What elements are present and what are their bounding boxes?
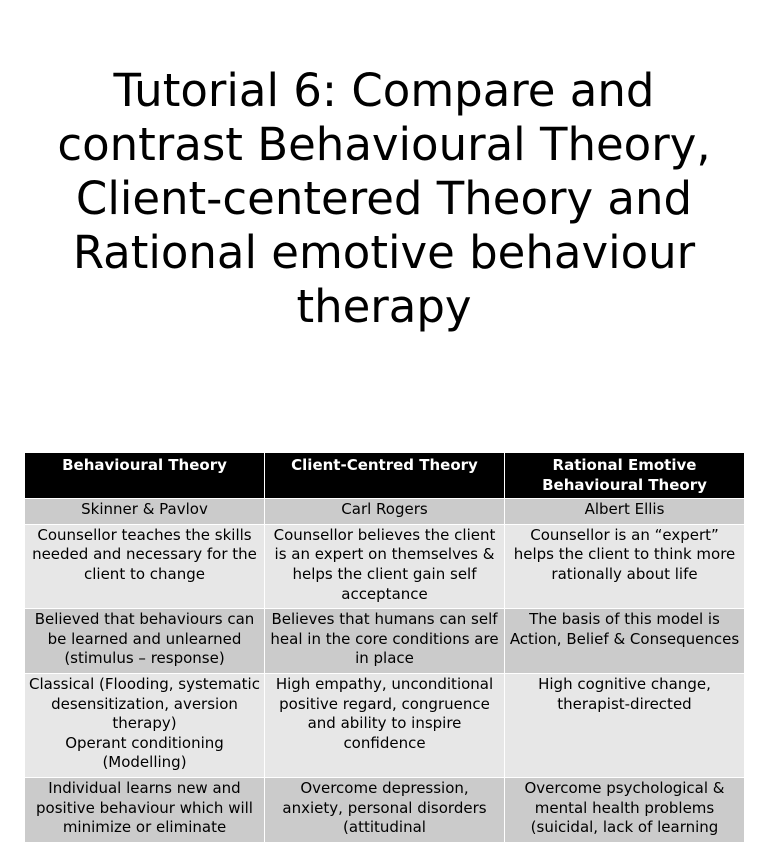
table-cell: Overcome psychological & mental health problems (suicidal, lack of learning <box>505 777 745 842</box>
table-row <box>25 609 745 674</box>
table-cell: Counsellor believes the client is an expert on themselves & helps the client gain self acceptance <box>265 524 505 608</box>
table-row <box>25 673 745 777</box>
slide-title: Tutorial 6: Compare and contrast Behavioural Theory, Client-centered Theory and Rational emotive behaviour therapy <box>57 64 711 333</box>
header-client-centred-theory: Client-Centred Theory <box>265 453 505 499</box>
table-cell: Believes that humans can self heal in the core conditions are in place <box>265 609 505 674</box>
header-rational-emotive-theory: Rational Emotive Behavioural Theory <box>505 453 745 499</box>
comparison-table <box>24 452 745 843</box>
table-cell: The basis of this model is Action, Belief & Consequences <box>505 609 745 674</box>
table-cell: Skinner & Pavlov <box>25 499 265 525</box>
table-cell: Classical (Flooding, systematic desensitization, aversion therapy) Operant conditioning (Modelling) <box>25 673 265 777</box>
comparison-table-container <box>24 452 744 843</box>
table-cell: High cognitive change, therapist-directed <box>505 673 745 777</box>
table-cell: Individual learns new and positive behaviour which will minimize or eliminate <box>25 777 265 842</box>
table-cell: Overcome depression, anxiety, personal disorders (attitudinal <box>265 777 505 842</box>
table-cell: Believed that behaviours can be learned and unlearned (stimulus – response) <box>25 609 265 674</box>
table-cell: Counsellor is an “expert” helps the client to think more rationally about life <box>505 524 745 608</box>
table-header-row <box>25 453 745 499</box>
table-cell: Carl Rogers <box>265 499 505 525</box>
table-row <box>25 499 745 525</box>
table-cell: Counsellor teaches the skills needed and necessary for the client to change <box>25 524 265 608</box>
table-cell: Albert Ellis <box>505 499 745 525</box>
table-cell: High empathy, unconditional positive regard, congruence and ability to inspire confidence <box>265 673 505 777</box>
header-behavioural-theory: Behavioural Theory <box>25 453 265 499</box>
table-row <box>25 777 745 842</box>
table-row <box>25 524 745 608</box>
